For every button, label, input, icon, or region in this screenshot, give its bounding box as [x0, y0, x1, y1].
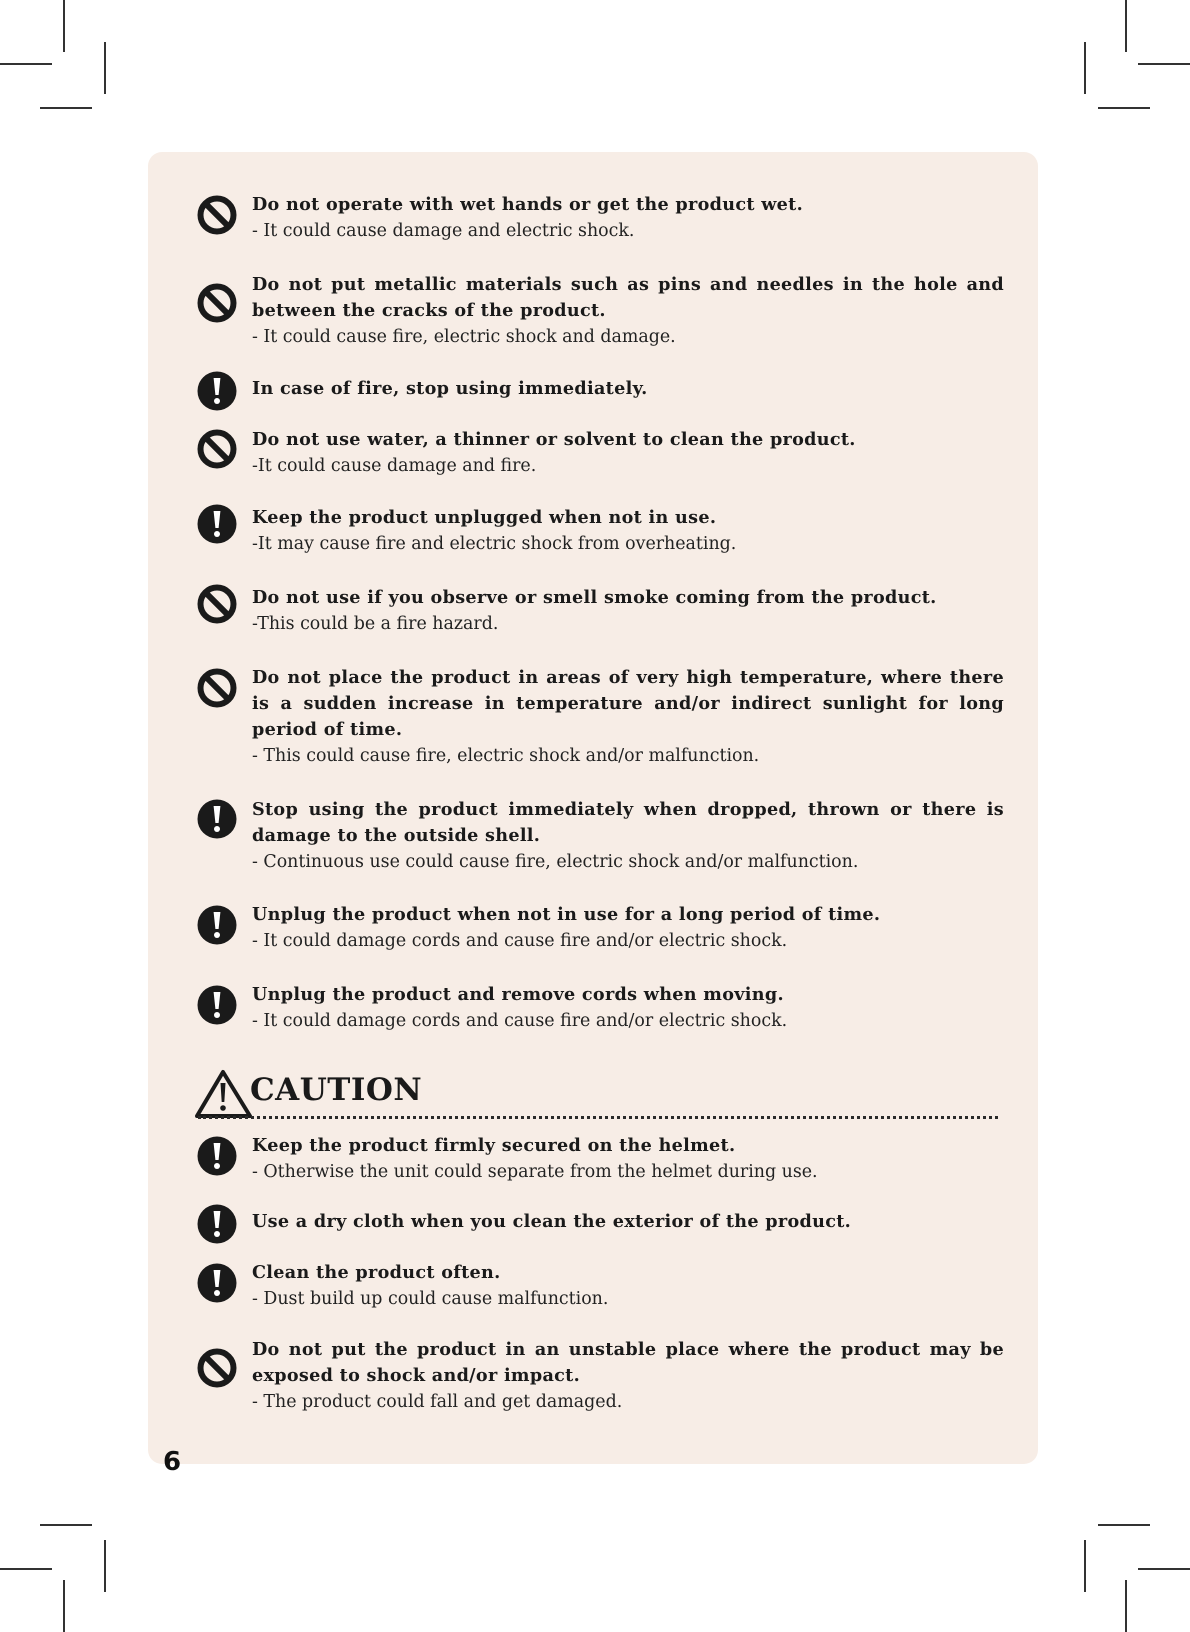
safety-panel	[148, 152, 1038, 1464]
warning-note: - It could damage cords and cause fire and/or electric shock.	[252, 931, 788, 951]
crop-mark	[1138, 1568, 1190, 1570]
prohibition-icon	[196, 194, 238, 236]
warning-note: -It may cause fire and electric shock from overheating.	[252, 534, 737, 554]
warning-note: -It could cause damage and fire.	[252, 456, 537, 476]
crop-mark	[40, 1524, 92, 1526]
crop-mark	[40, 107, 92, 109]
warning-note: - Continuous use could cause fire, electric shock and/or malfunction.	[252, 852, 859, 872]
caution-divider	[198, 1116, 998, 1119]
warning-note: - It could cause fire, electric shock and damage.	[252, 327, 676, 347]
crop-mark	[1125, 1580, 1127, 1632]
warning-heading: Keep the product unplugged when not in use.	[252, 507, 717, 528]
mandatory-icon	[196, 1262, 238, 1304]
crop-mark	[1098, 107, 1150, 109]
warning-heading: Do not put metallic materials such as pins and needles in the hole and between the cracks of the product.	[252, 274, 1004, 321]
mandatory-icon	[196, 1135, 238, 1177]
crop-mark	[63, 1580, 65, 1632]
warning-note: - This could cause fire, electric shock and/or malfunction.	[252, 746, 760, 766]
crop-mark	[0, 1568, 52, 1570]
caution-note: - The product could fall and get damaged.	[252, 1392, 623, 1412]
caution-note: - Otherwise the unit could separate from the helmet during use.	[252, 1162, 818, 1182]
warning-note: - It could cause damage and electric shock.	[252, 221, 635, 241]
mandatory-icon	[196, 798, 238, 840]
warning-note: -This could be a fire hazard.	[252, 614, 499, 634]
crop-mark	[63, 0, 65, 52]
caution-heading: Clean the product often.	[252, 1262, 501, 1283]
mandatory-icon	[196, 370, 238, 412]
warning-heading: Do not operate with wet hands or get the product wet.	[252, 194, 803, 215]
warning-heading: Unplug the product and remove cords when moving.	[252, 984, 784, 1005]
caution-note: - Dust build up could cause malfunction.	[252, 1289, 609, 1309]
caution-title: CAUTION	[250, 1072, 423, 1108]
mandatory-icon	[196, 984, 238, 1026]
mandatory-icon	[196, 503, 238, 545]
crop-mark	[1125, 0, 1127, 52]
warning-heading: Do not use if you observe or smell smoke coming from the product.	[252, 587, 937, 608]
warning-heading: Stop using the product immediately when dropped, thrown or there is damage to the outside shell.	[252, 799, 1004, 846]
crop-mark	[1084, 42, 1086, 94]
prohibition-icon	[196, 1347, 238, 1389]
crop-mark	[0, 63, 52, 65]
crop-mark	[1138, 63, 1190, 65]
crop-mark	[104, 42, 106, 94]
warning-heading: Do not place the product in areas of very high temperature, where there is a sudden increase in temperature and/or indirect sunlight for long period of time.	[252, 667, 1004, 740]
crop-mark	[1098, 1524, 1150, 1526]
prohibition-icon	[196, 667, 238, 709]
crop-mark	[104, 1540, 106, 1592]
mandatory-icon	[196, 1203, 238, 1245]
warning-note: - It could damage cords and cause fire and/or electric shock.	[252, 1011, 788, 1031]
page-number: 6	[163, 1447, 182, 1477]
warning-heading: Unplug the product when not in use for a long period of time.	[252, 904, 881, 925]
mandatory-icon	[196, 904, 238, 946]
warning-heading: In case of fire, stop using immediately.	[252, 378, 648, 399]
warning-heading: Do not use water, a thinner or solvent to clean the product.	[252, 429, 856, 450]
crop-mark	[1084, 1540, 1086, 1592]
prohibition-icon	[196, 583, 238, 625]
caution-heading: Keep the product firmly secured on the helmet.	[252, 1135, 736, 1156]
caution-heading: Use a dry cloth when you clean the exterior of the product.	[252, 1211, 852, 1232]
prohibition-icon	[196, 282, 238, 324]
caution-triangle-icon	[194, 1068, 256, 1120]
prohibition-icon	[196, 428, 238, 470]
caution-heading: Do not put the product in an unstable place where the product may be exposed to shock and/or impact.	[252, 1339, 1004, 1386]
